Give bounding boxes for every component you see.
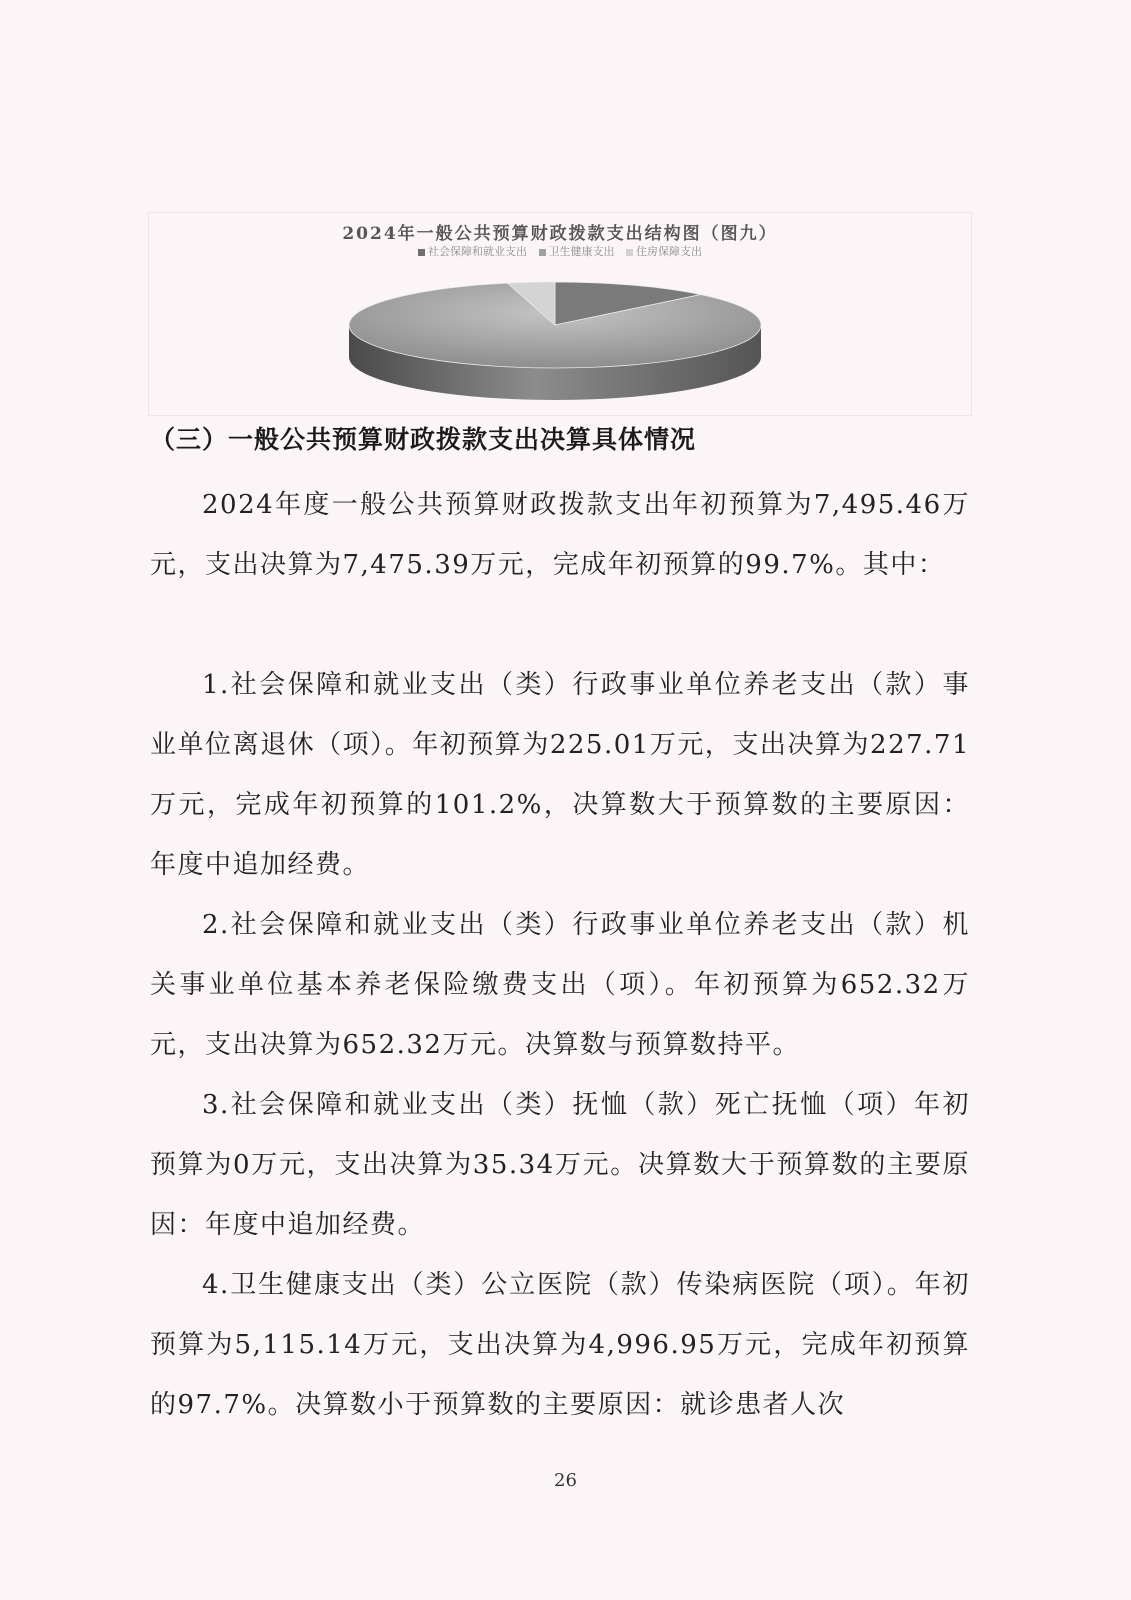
paragraph-item-2: 2.社会保障和就业支出（类）行政事业单位养老支出（款）机关事业单位基本养老保险缴费支出（项）。年初预算为652.32万元，支出决算为652.32万元。决算数与预算数持平。 xyxy=(150,910,970,1060)
pie-chart-figure xyxy=(148,212,972,416)
paragraph-item-1: 1.社会保障和就业支出（类）行政事业单位养老支出（款）事业单位离退休（项）。年初预算为225.01万元，支出决算为227.71万元，完成年初预算的101.2%，决算数大于预算数的主要原因：年度中追加经费。 xyxy=(150,670,970,880)
legend-label: 住房保障支出 xyxy=(636,245,702,258)
pie-chart xyxy=(149,213,971,415)
legend-label: 卫生健康支出 xyxy=(548,245,615,258)
paragraph-item-3: 3.社会保障和就业支出（类）抚恤（款）死亡抚恤（项）年初预算为0万元，支出决算为35.34万元。决算数大于预算数的主要原因：年度中追加经费。 xyxy=(150,1090,970,1240)
section-heading: （三）一般公共预算财政拨款支出决算具体情况 xyxy=(150,425,697,454)
page-number: 26 xyxy=(554,1470,577,1491)
chart-title: 2024年一般公共预算财政拨款支出结构图（图九） xyxy=(342,224,778,244)
paragraph-item-4: 4.卫生健康支出（类）公立医院（款）传染病医院（项）。年初预算为5,115.14万元，支出决算为4,996.95万元，完成年初预算的97.7%。决算数小于预算数的主要原因：就诊患者人次 xyxy=(150,1270,970,1420)
paragraph-intro: 2024年度一般公共预算财政拨款支出年初预算为7,495.46万元，支出决算为7,475.39万元，完成年初预算的99.7%。其中： xyxy=(150,490,970,580)
legend-label: 社会保障和就业支出 xyxy=(428,245,527,258)
